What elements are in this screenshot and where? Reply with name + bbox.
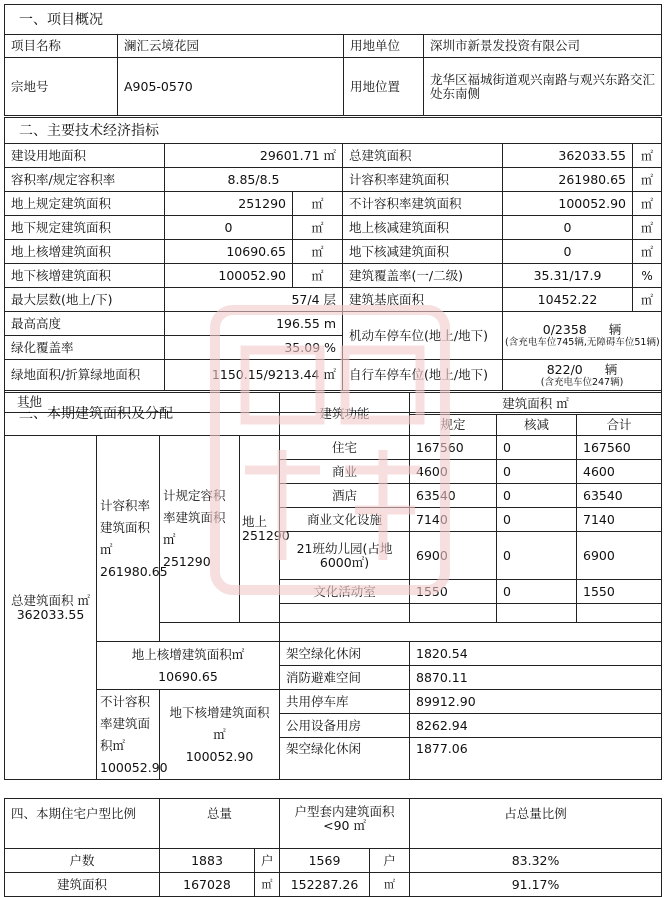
indicator-label: 绿地面积/折算绿地面积	[5, 360, 165, 391]
function-plan: 167560	[410, 436, 497, 460]
indicator-label: 不计容积率建筑面积	[343, 192, 503, 216]
increase-item-value: 89912.90	[410, 690, 662, 714]
indicator-label: 容积率/规定容积率	[5, 168, 165, 192]
function-reduce: 0	[497, 484, 577, 508]
indicator-label: 机动车停车位(地上/地下)	[343, 312, 503, 360]
function-total: 7140	[577, 508, 662, 532]
indicator-value: 0	[503, 240, 633, 264]
ratio-small: 152287.26	[280, 873, 370, 897]
ratio-small: 1569	[280, 849, 370, 873]
land-user-value: 深圳市新景发投资有限公司	[424, 35, 662, 58]
indicator-label: 最大层数(地上/下)	[5, 288, 165, 312]
ratio-row-label: 建筑面积	[5, 873, 160, 897]
above-increase-value: 10690.65	[158, 668, 218, 684]
indicator-value: 8.85/8.5	[165, 168, 343, 192]
indicator-label: 地上核增建筑面积	[5, 240, 165, 264]
increase-item-value: 8262.94	[410, 714, 662, 738]
col-total-header: 合计	[577, 415, 662, 436]
indicator-label: 建筑覆盖率(一/二级)	[343, 264, 503, 288]
increase-item-name: 架空绿化休闲	[280, 642, 410, 666]
indicator-unit: ㎡	[633, 168, 662, 192]
technical-indicators-table	[4, 117, 662, 413]
ratio-small-unit: ㎡	[370, 873, 410, 897]
indicator-label: 地上规定建筑面积	[5, 192, 165, 216]
function-plan: 6900	[410, 532, 497, 580]
plan-area-label: 计规定容积率建筑面积㎡	[163, 488, 226, 547]
ratio-value: 83.32%	[410, 849, 662, 873]
increase-item-value: 1820.54	[410, 642, 662, 666]
non-fa-value: 100052.90	[100, 759, 168, 775]
col-ratio-header: 占总量比例	[410, 799, 662, 849]
function-name: 住宅	[280, 436, 410, 460]
function-reduce: 0	[497, 508, 577, 532]
function-name: 商业文化设施	[280, 508, 410, 532]
indicator-label: 建筑基底面积	[343, 288, 503, 312]
function-plan: 63540	[410, 484, 497, 508]
function-reduce: 0	[497, 460, 577, 484]
indicator-value: 362033.55	[503, 144, 633, 168]
increase-item-value: 1877.06	[410, 738, 662, 780]
indicator-label: 计容积率建筑面积	[343, 168, 503, 192]
below-increase-value: 100052.90	[185, 748, 254, 764]
function-total: 167560	[577, 436, 662, 460]
indicator-unit: ㎡	[293, 216, 343, 240]
indicator-unit: ㎡	[293, 192, 343, 216]
function-reduce: 0	[497, 580, 577, 604]
function-total: 63540	[577, 484, 662, 508]
area-distribution-table	[4, 392, 662, 780]
indicator-unit: ㎡	[633, 288, 662, 312]
col-reduce-header: 核减	[497, 415, 577, 436]
indicator-value: 196.55 m	[165, 312, 343, 336]
plan-area-value: 251290	[163, 554, 211, 569]
function-name: 商业	[280, 460, 410, 484]
col-small-header: 户型套内建筑面积<90 ㎡	[280, 799, 410, 849]
total-area-value: 362033.55	[16, 606, 85, 622]
function-name: 21班幼儿园(占地6000㎡)	[280, 532, 410, 580]
below-increase-label: 地下核增建筑面积㎡	[169, 704, 270, 742]
ratio-total-unit: 户	[255, 849, 280, 873]
indicator-value: 251290	[165, 192, 293, 216]
increase-item-value: 8870.11	[410, 666, 662, 690]
ratio-total-unit: ㎡	[255, 873, 280, 897]
increase-item-name: 消防避难空间	[280, 666, 410, 690]
function-header: 建筑功能	[280, 393, 410, 436]
indicator-label: 地下核增建筑面积	[5, 264, 165, 288]
above-increase-label: 地上核增建筑面积㎡	[131, 646, 245, 662]
indicator-label: 绿化覆盖率	[5, 336, 165, 360]
indicator-unit: 辆	[608, 322, 622, 337]
section-title-overview: 一、项目概况	[5, 5, 662, 35]
total-area-label: 总建筑面积 ㎡	[11, 592, 90, 608]
indicator-value: 100052.90	[503, 192, 633, 216]
function-name: 文化活动室	[280, 580, 410, 604]
section-title-indicators: 二、主要技术经济指标	[5, 118, 662, 144]
ratio-total: 1883	[160, 849, 255, 873]
indicator-label: 地下核减建筑面积	[343, 240, 503, 264]
function-total: 1550	[577, 580, 662, 604]
function-plan: 1550	[410, 580, 497, 604]
ratio-small-unit: 户	[370, 849, 410, 873]
indicator-unit: ㎡	[633, 192, 662, 216]
indicator-note: (含充电车位247辆)	[540, 376, 624, 388]
fa-area-value: 261980.65	[100, 563, 168, 579]
indicator-unit: ㎡	[633, 240, 662, 264]
other-label: 其他	[5, 391, 662, 413]
function-name: 酒店	[280, 484, 410, 508]
indicator-value: 10690.65	[165, 240, 293, 264]
land-location-label: 用地位置	[344, 58, 424, 116]
indicator-value: 57/4 层	[165, 288, 343, 312]
indicator-unit: ㎡	[293, 264, 343, 288]
function-plan: 7140	[410, 508, 497, 532]
indicator-value: 0	[165, 216, 293, 240]
indicator-label: 最高高度	[5, 312, 165, 336]
indicator-label: 地上核减建筑面积	[343, 216, 503, 240]
increase-item-name: 共用停车库	[280, 690, 410, 714]
ratio-row-label: 户数	[5, 849, 160, 873]
indicator-note: (含充电车位745辆,无障碍车位51辆)	[505, 337, 660, 348]
lot-number-label: 宗地号	[5, 58, 118, 116]
above-ground-label: 地上	[242, 514, 268, 529]
project-name-label: 项目名称	[5, 35, 118, 58]
above-ground-value: 251290	[242, 528, 290, 543]
indicator-unit: ㎡	[633, 216, 662, 240]
indicator-value: 0/2358	[542, 322, 587, 337]
function-total: 6900	[577, 532, 662, 580]
increase-item-name: 公用设备用房	[280, 714, 410, 738]
lot-number-value: A905-0570	[118, 58, 344, 116]
col-plan-header: 规定	[410, 415, 497, 436]
indicator-value: 100052.90	[165, 264, 293, 288]
indicator-unit: 辆	[604, 361, 618, 377]
section-title-distribution: 三、本期建筑面积及分配	[5, 393, 280, 436]
section-title-ratio: 四、本期住宅户型比例	[5, 799, 160, 849]
indicator-label: 建设用地面积	[5, 144, 165, 168]
indicator-unit: %	[633, 264, 662, 288]
function-reduce: 0	[497, 532, 577, 580]
indicator-value: 29601.71 ㎡	[165, 144, 343, 168]
unit-type-ratio-table	[4, 798, 662, 897]
ratio-value: 91.17%	[410, 873, 662, 897]
indicator-value: 35.09 %	[165, 336, 343, 360]
project-name-value: 澜汇云境花园	[118, 35, 344, 58]
indicator-unit: ㎡	[293, 240, 343, 264]
indicator-value: 822/0	[546, 361, 583, 377]
col-total-header: 总量	[160, 799, 280, 849]
fa-area-label: 计容积率建筑面积㎡	[100, 497, 151, 557]
project-overview-table	[4, 4, 662, 116]
function-reduce: 0	[497, 436, 577, 460]
indicator-value: 261980.65	[503, 168, 633, 192]
function-plan: 4600	[410, 460, 497, 484]
indicator-value: 10452.22	[503, 288, 633, 312]
area-header: 建筑面积 ㎡	[410, 393, 662, 415]
indicator-label: 地下规定建筑面积	[5, 216, 165, 240]
indicator-label: 自行车停车位(地上/地下)	[343, 360, 503, 391]
increase-item-name: 架空绿化休闲	[280, 738, 410, 780]
land-user-label: 用地单位	[344, 35, 424, 58]
indicator-value: 1150.15/9213.44 ㎡	[165, 360, 343, 391]
indicator-unit: ㎡	[633, 144, 662, 168]
non-fa-label: 不计容积率建筑面积㎡	[100, 693, 151, 753]
ratio-total: 167028	[160, 873, 255, 897]
land-location-value: 龙华区福城街道观兴南路与观兴东路交汇处东南侧	[424, 58, 662, 116]
indicator-value: 35.31/17.9	[503, 264, 633, 288]
function-total: 4600	[577, 460, 662, 484]
indicator-value: 0	[503, 216, 633, 240]
indicator-label: 总建筑面积	[343, 144, 503, 168]
